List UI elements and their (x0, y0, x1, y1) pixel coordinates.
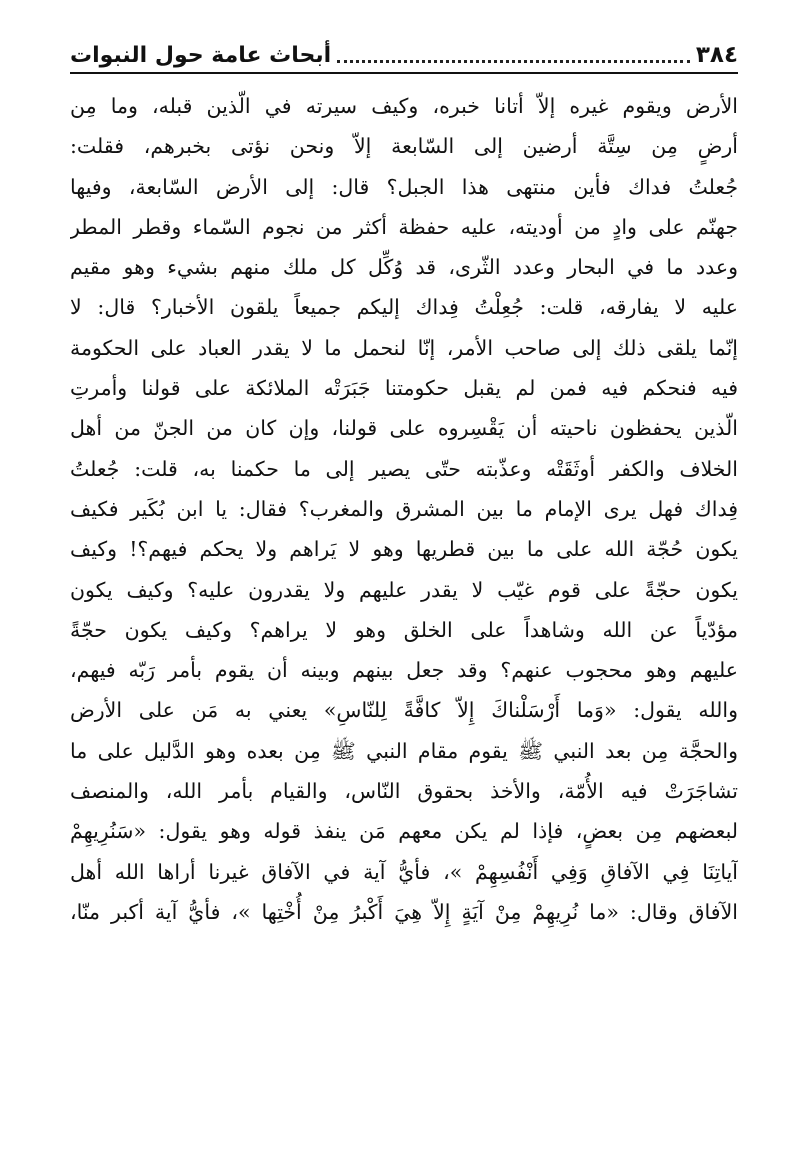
body-text (70, 86, 738, 932)
text-line: والله يقول: «وَما أَرْسَلْناكَ إِلاّ كافَّةً لِلنّاسِ» يعني به مَن على الأرض (70, 698, 738, 723)
text-line: وعدد ما في البحار وعدد الثّرى، قد وُكِّل كل ملك منهم بشيء وهو مقيم (70, 255, 738, 280)
page-header (70, 32, 738, 74)
text-line: الّذين يحفظون ناحيته أن يَقْسِروه على قولنا، وإن كان من الجنّ من أهل (70, 416, 738, 441)
text-line: والحجَّة مِن بعد النبي ﷺ يقوم مقام النبي ﷺ مِن بعده وهو الدَّليل على ما (70, 738, 738, 763)
running-title: أبحاث عامة حول النبوات (70, 43, 332, 68)
text-line: جُعلتُ فداك فأين منتهى هذا الجبل؟ قال: إلى الأرض السّابعة، وفيها (70, 174, 738, 199)
text-line: لبعضهم مِن بعضٍ، فإذا لم يكن معهم مَن ينفذ قوله وهو يقول: «سَنُرِيهِمْ (70, 819, 738, 844)
text-line: يكون حُجّة الله على ما بين قطريها وهو لا يَراهم ولا يحكم فيهم؟! وكيف (70, 537, 738, 562)
text-line: عليهم وهو محجوب عنهم؟ وقد جعل بينهم وبينه أن يقوم بأمر رَبّه فيهم، (70, 658, 738, 683)
text-line: فيه فنحكم فيه فمن لم يقبل حكومتنا جَبَرَتْه الملائكة على قولنا وأمرتِ (70, 376, 738, 401)
text-line: فِداك فهل يرى الإمام ما بين المشرق والمغرب؟ فقال: يا ابن بُكَير فكيف (70, 496, 738, 521)
page-number: ٣٨٤ (695, 42, 738, 68)
text-line: آياتِنَا فِي الآفاقِ وَفِي أَنْفُسِهِمْ »، فأيُّ آية في الآفاق غيرنا أراها الله أهل (70, 859, 738, 884)
text-line: أرضٍ مِن سِتَّة أرضين إلى السّابعة إلاّ ونحن نؤتى بخبرهم، فقلت: (70, 134, 738, 159)
text-line: مؤدّياً عن الله وشاهداً على الخلق وهو لا يراهم؟ وكيف يكون حجّةً (70, 617, 738, 642)
text-line: الآفاق وقال: «ما نُرِيهِمْ مِنْ آيَةٍ إِلاّ هِيَ أَكْبرُ مِنْ أُخْتِها »، فأيُّ آية أكبر منّا، (70, 899, 738, 924)
dotted-leader (337, 60, 690, 63)
text-line: الخلاف والكفر أوثَقَتْه وعذّبته حتّى يصير إلى ما حكمنا به، قلت: جُعلتُ (70, 456, 738, 481)
text-line: يكون حجّةً على قوم غيّب لا يقدر عليهم ولا يقدرون عليه؟ وكيف يكون (70, 577, 738, 602)
text-line: جهنّم على وادٍ من أوديته، عليه حفظة أكثر من نجوم السّماء وقطر المطر (70, 214, 738, 239)
text-line: تشاجَرَتْ فيه الأُمّة، والأخذ بحقوق النّاس، والقيام بأمر الله، والمنصف (70, 779, 738, 804)
text-line: إنّما يلقى ذلك إلى صاحب الأمر، إنّا لنحمل ما لا يقدر العباد على الحكومة (70, 335, 738, 360)
text-line: عليه لا يفارقه، قلت: جُعِلْتُ فِداك إليكم جميعاً يلقون الأخبار؟ قال: لا (70, 295, 738, 320)
text-line: الأرض ويقوم غيره إلاّ أتانا خبره، وكيف سيرته في الّذين قبله، وما مِن (70, 94, 738, 118)
